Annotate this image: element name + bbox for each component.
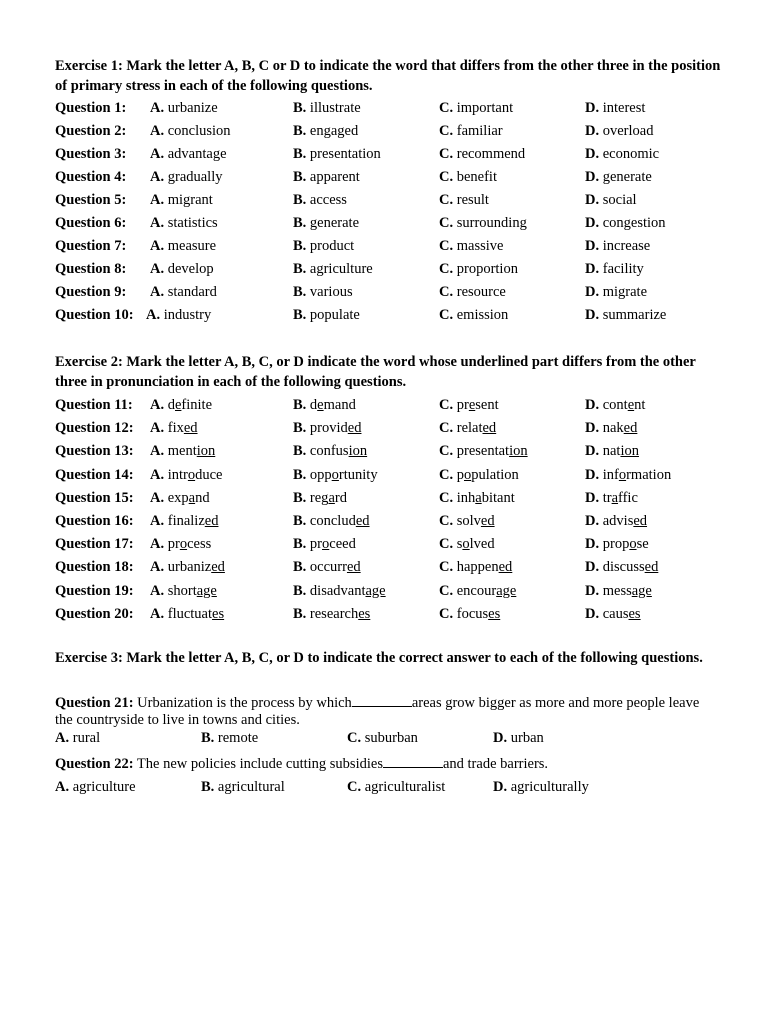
option-a: A. process (150, 536, 212, 553)
option-b: B. populate (293, 307, 360, 323)
question-21-stem (55, 694, 715, 729)
option-b: B. demand (293, 397, 356, 413)
option-d: D. interest (585, 100, 646, 116)
underlined-part: ed (211, 559, 225, 576)
underlined-part: ed (623, 420, 638, 437)
option-a: A. fluctuates (150, 605, 225, 622)
underlined-part: ed (498, 559, 513, 576)
underlined-part: age (196, 582, 217, 599)
question-row (55, 556, 745, 578)
option-c: C. focuses (439, 605, 501, 622)
question-row (55, 510, 745, 532)
option-d: D. propose (585, 536, 649, 553)
option-a: A. statistics (150, 215, 218, 231)
underlined-part: o (322, 536, 330, 553)
option-b: B. occurred (293, 559, 361, 576)
question-row (55, 533, 745, 555)
question-label: Question 14: (55, 466, 134, 483)
exercise-3-title: Exercise 3: Mark the letter A, B, C, or D to indicate the correct answer to each of the following questions. (55, 650, 703, 666)
option-b: B. researches (293, 605, 371, 622)
option-a: A. urbanize (150, 100, 218, 116)
underlined-part: es (488, 605, 501, 622)
question-label: Question 13: (55, 443, 134, 460)
option-a: A. introduce (150, 466, 223, 483)
option-d: D. social (585, 192, 637, 208)
option-b: B. opportunity (293, 466, 378, 483)
option-a: A. develop (150, 261, 214, 277)
question-row (55, 464, 745, 486)
underlined-part: ion (348, 443, 368, 460)
exercise-2-title: Exercise 2: Mark the letter A, B, C, or D indicate the word whose underlined part differs from the other three in pronunciation in each of the following questions. (55, 354, 696, 390)
option-d: D. summarize (585, 307, 667, 323)
option-d: D. generate (585, 169, 652, 185)
option-a: A. industry (146, 307, 212, 323)
question-label: Question 2: (55, 123, 127, 139)
option-c: C. result (439, 192, 489, 208)
answer-blank (352, 694, 412, 707)
underlined-part: es (628, 605, 641, 622)
underlined-part: o (179, 536, 188, 553)
question-label: Question 5: (55, 192, 127, 208)
question-label: Question 6: (55, 215, 127, 231)
option-b: B. access (293, 192, 347, 208)
question-row (55, 281, 745, 303)
option-d: D. advised (585, 513, 648, 529)
option-c: C. familiar (439, 123, 503, 139)
option-a: A. mention (150, 443, 216, 460)
underlined-part: ion (196, 443, 216, 460)
question-label: Question 19: (55, 582, 134, 599)
underlined-part: o (462, 536, 470, 553)
question-row (55, 440, 745, 462)
question-text: and trade barriers. (442, 756, 549, 772)
question-label: Question 11: (55, 397, 133, 413)
question-row (55, 487, 745, 509)
question-row (55, 394, 745, 416)
option-b: B. remote (201, 730, 259, 746)
underlined-part: age (631, 582, 652, 599)
answer-blank (383, 755, 443, 768)
question-label: Question 8: (55, 261, 127, 277)
option-d: D. agriculturally (493, 779, 589, 795)
underlined-part: o (463, 466, 472, 483)
option-b: B. proceed (293, 536, 356, 553)
question-label: Question 16: (55, 513, 134, 529)
option-b: B. product (293, 238, 355, 254)
option-d: D. message (585, 582, 652, 599)
question-row (55, 580, 745, 602)
underlined-part: ed (480, 513, 495, 529)
option-c: C. suburban (347, 730, 418, 746)
question-row (55, 166, 745, 188)
option-c: C. related (439, 420, 497, 437)
option-b: B. provided (293, 420, 362, 437)
underlined-part: e (627, 397, 635, 413)
option-c: C. inhabitant (439, 489, 515, 506)
option-c: C. important (439, 100, 514, 116)
option-b: B. various (293, 284, 353, 300)
underlined-part: ed (644, 559, 659, 576)
underlined-part: age (496, 582, 517, 599)
option-d: D. migrate (585, 284, 648, 300)
underlined-part: es (358, 605, 371, 622)
option-c: C. recommend (439, 146, 526, 162)
underlined-part: ed (355, 513, 370, 529)
underlined-part: ed (633, 513, 648, 529)
option-c: C. happened (439, 559, 513, 576)
exercise-1-title: Exercise 1: Mark the letter A, B, C or D to indicate the word that differs from the other three in the position of primary stress in each of the following questions. (55, 58, 721, 94)
underlined-part: o (187, 466, 196, 483)
question-row (55, 603, 745, 625)
question-row (55, 258, 745, 280)
question-row (55, 97, 745, 119)
option-d: D. information (585, 466, 672, 483)
option-c: C. emission (439, 307, 509, 323)
question-text: areas grow bigger as more and more people leave the countryside to live in towns and cities. (55, 695, 700, 728)
option-b: B. agricultural (201, 779, 285, 795)
option-d: D. causes (585, 605, 641, 622)
question-label: Question 1: (55, 100, 127, 116)
underlined-part: a (611, 489, 619, 506)
option-d: D. congestion (585, 215, 666, 231)
underlined-part: a (328, 489, 335, 506)
option-a: A. shortage (150, 582, 217, 599)
option-c: C. presentation (439, 443, 528, 460)
question-label: Question 10: (55, 307, 134, 323)
question-row (55, 189, 745, 211)
question-label: Question 18: (55, 559, 134, 576)
question-label: Question 22: (55, 756, 134, 772)
option-b: B. agriculture (293, 261, 373, 277)
option-a: A. rural (55, 730, 101, 746)
option-a: A. fixed (150, 420, 198, 437)
option-c: C. solved (439, 513, 495, 529)
question-21-options (55, 727, 655, 749)
underlined-part: o (629, 536, 637, 553)
option-c: C. present (439, 397, 499, 413)
question-label: Question 15: (55, 489, 134, 506)
underlined-part: e (468, 397, 476, 413)
option-a: A. conclusion (150, 123, 231, 139)
option-c: C. resource (439, 284, 506, 300)
underlined-part: ed (183, 420, 198, 437)
question-row (55, 212, 745, 234)
option-d: D. naked (585, 420, 638, 437)
underlined-part: ion (620, 443, 639, 460)
option-c: C. surrounding (439, 215, 527, 231)
underlined-part: ed (482, 420, 497, 437)
option-d: D. discussed (585, 559, 659, 576)
option-a: A. expand (150, 489, 210, 506)
option-a: A. definite (150, 397, 213, 413)
option-d: D. nation (585, 443, 639, 460)
option-c: C. population (439, 466, 519, 483)
option-d: D. facility (585, 261, 644, 277)
option-b: B. disadvantage (293, 582, 386, 599)
question-row (55, 235, 745, 257)
underlined-part: o (618, 466, 627, 483)
option-a: A. urbanized (150, 559, 225, 576)
option-b: B. regard (293, 489, 347, 506)
underlined-part: es (212, 605, 225, 622)
question-label: Question 17: (55, 536, 134, 553)
question-label: Question 7: (55, 238, 127, 254)
option-b: B. concluded (293, 513, 370, 529)
option-a: A. agriculture (55, 779, 136, 795)
question-text: The new policies include cutting subsidies (133, 756, 383, 772)
question-row (55, 304, 745, 326)
option-c: C. proportion (439, 261, 518, 277)
underlined-part: e (317, 397, 324, 413)
underlined-part: ed (347, 420, 362, 437)
option-b: B. engaged (293, 123, 359, 139)
option-c: C. solved (439, 536, 495, 553)
underlined-part: ed (346, 559, 361, 576)
option-a: A. gradually (150, 169, 223, 185)
option-d: D. economic (585, 146, 660, 162)
option-a: A. migrant (150, 192, 213, 208)
question-row (55, 143, 745, 165)
option-d: D. urban (493, 730, 544, 746)
option-b: B. confusion (293, 443, 368, 460)
option-a: A. measure (150, 238, 217, 254)
option-a: A. finalized (150, 513, 219, 529)
option-d: D. traffic (585, 489, 638, 506)
option-c: C. benefit (439, 169, 497, 185)
underlined-part: ion (509, 443, 528, 460)
option-b: B. apparent (293, 169, 360, 185)
underlined-part: e (174, 397, 182, 413)
question-row (55, 417, 745, 439)
option-b: B. generate (293, 215, 360, 231)
underlined-part: ed (204, 513, 219, 529)
option-d: D. content (585, 397, 646, 413)
question-label: Question 9: (55, 284, 127, 300)
question-22-options (55, 776, 655, 798)
option-c: C. massive (439, 238, 504, 254)
question-label: Question 12: (55, 420, 134, 437)
question-text: Urbanization is the process by which (133, 695, 352, 711)
option-d: D. increase (585, 238, 651, 254)
option-b: B. presentation (293, 146, 381, 162)
question-label: Question 20: (55, 605, 134, 622)
option-a: A. advantage (150, 146, 227, 162)
underlined-part: a (475, 489, 482, 506)
question-label: Question 4: (55, 169, 127, 185)
question-22-stem (55, 755, 715, 773)
underlined-part: a (188, 489, 196, 506)
option-a: A. standard (150, 284, 217, 300)
option-c: C. agriculturalist (347, 779, 446, 795)
option-b: B. illustrate (293, 100, 361, 116)
option-d: D. overload (585, 123, 654, 139)
underlined-part: age (365, 582, 386, 599)
question-label: Question 3: (55, 146, 127, 162)
question-label: Question 21: (55, 695, 134, 711)
underlined-part: o (331, 466, 339, 483)
question-row (55, 120, 745, 142)
option-c: C. encourage (439, 582, 517, 599)
